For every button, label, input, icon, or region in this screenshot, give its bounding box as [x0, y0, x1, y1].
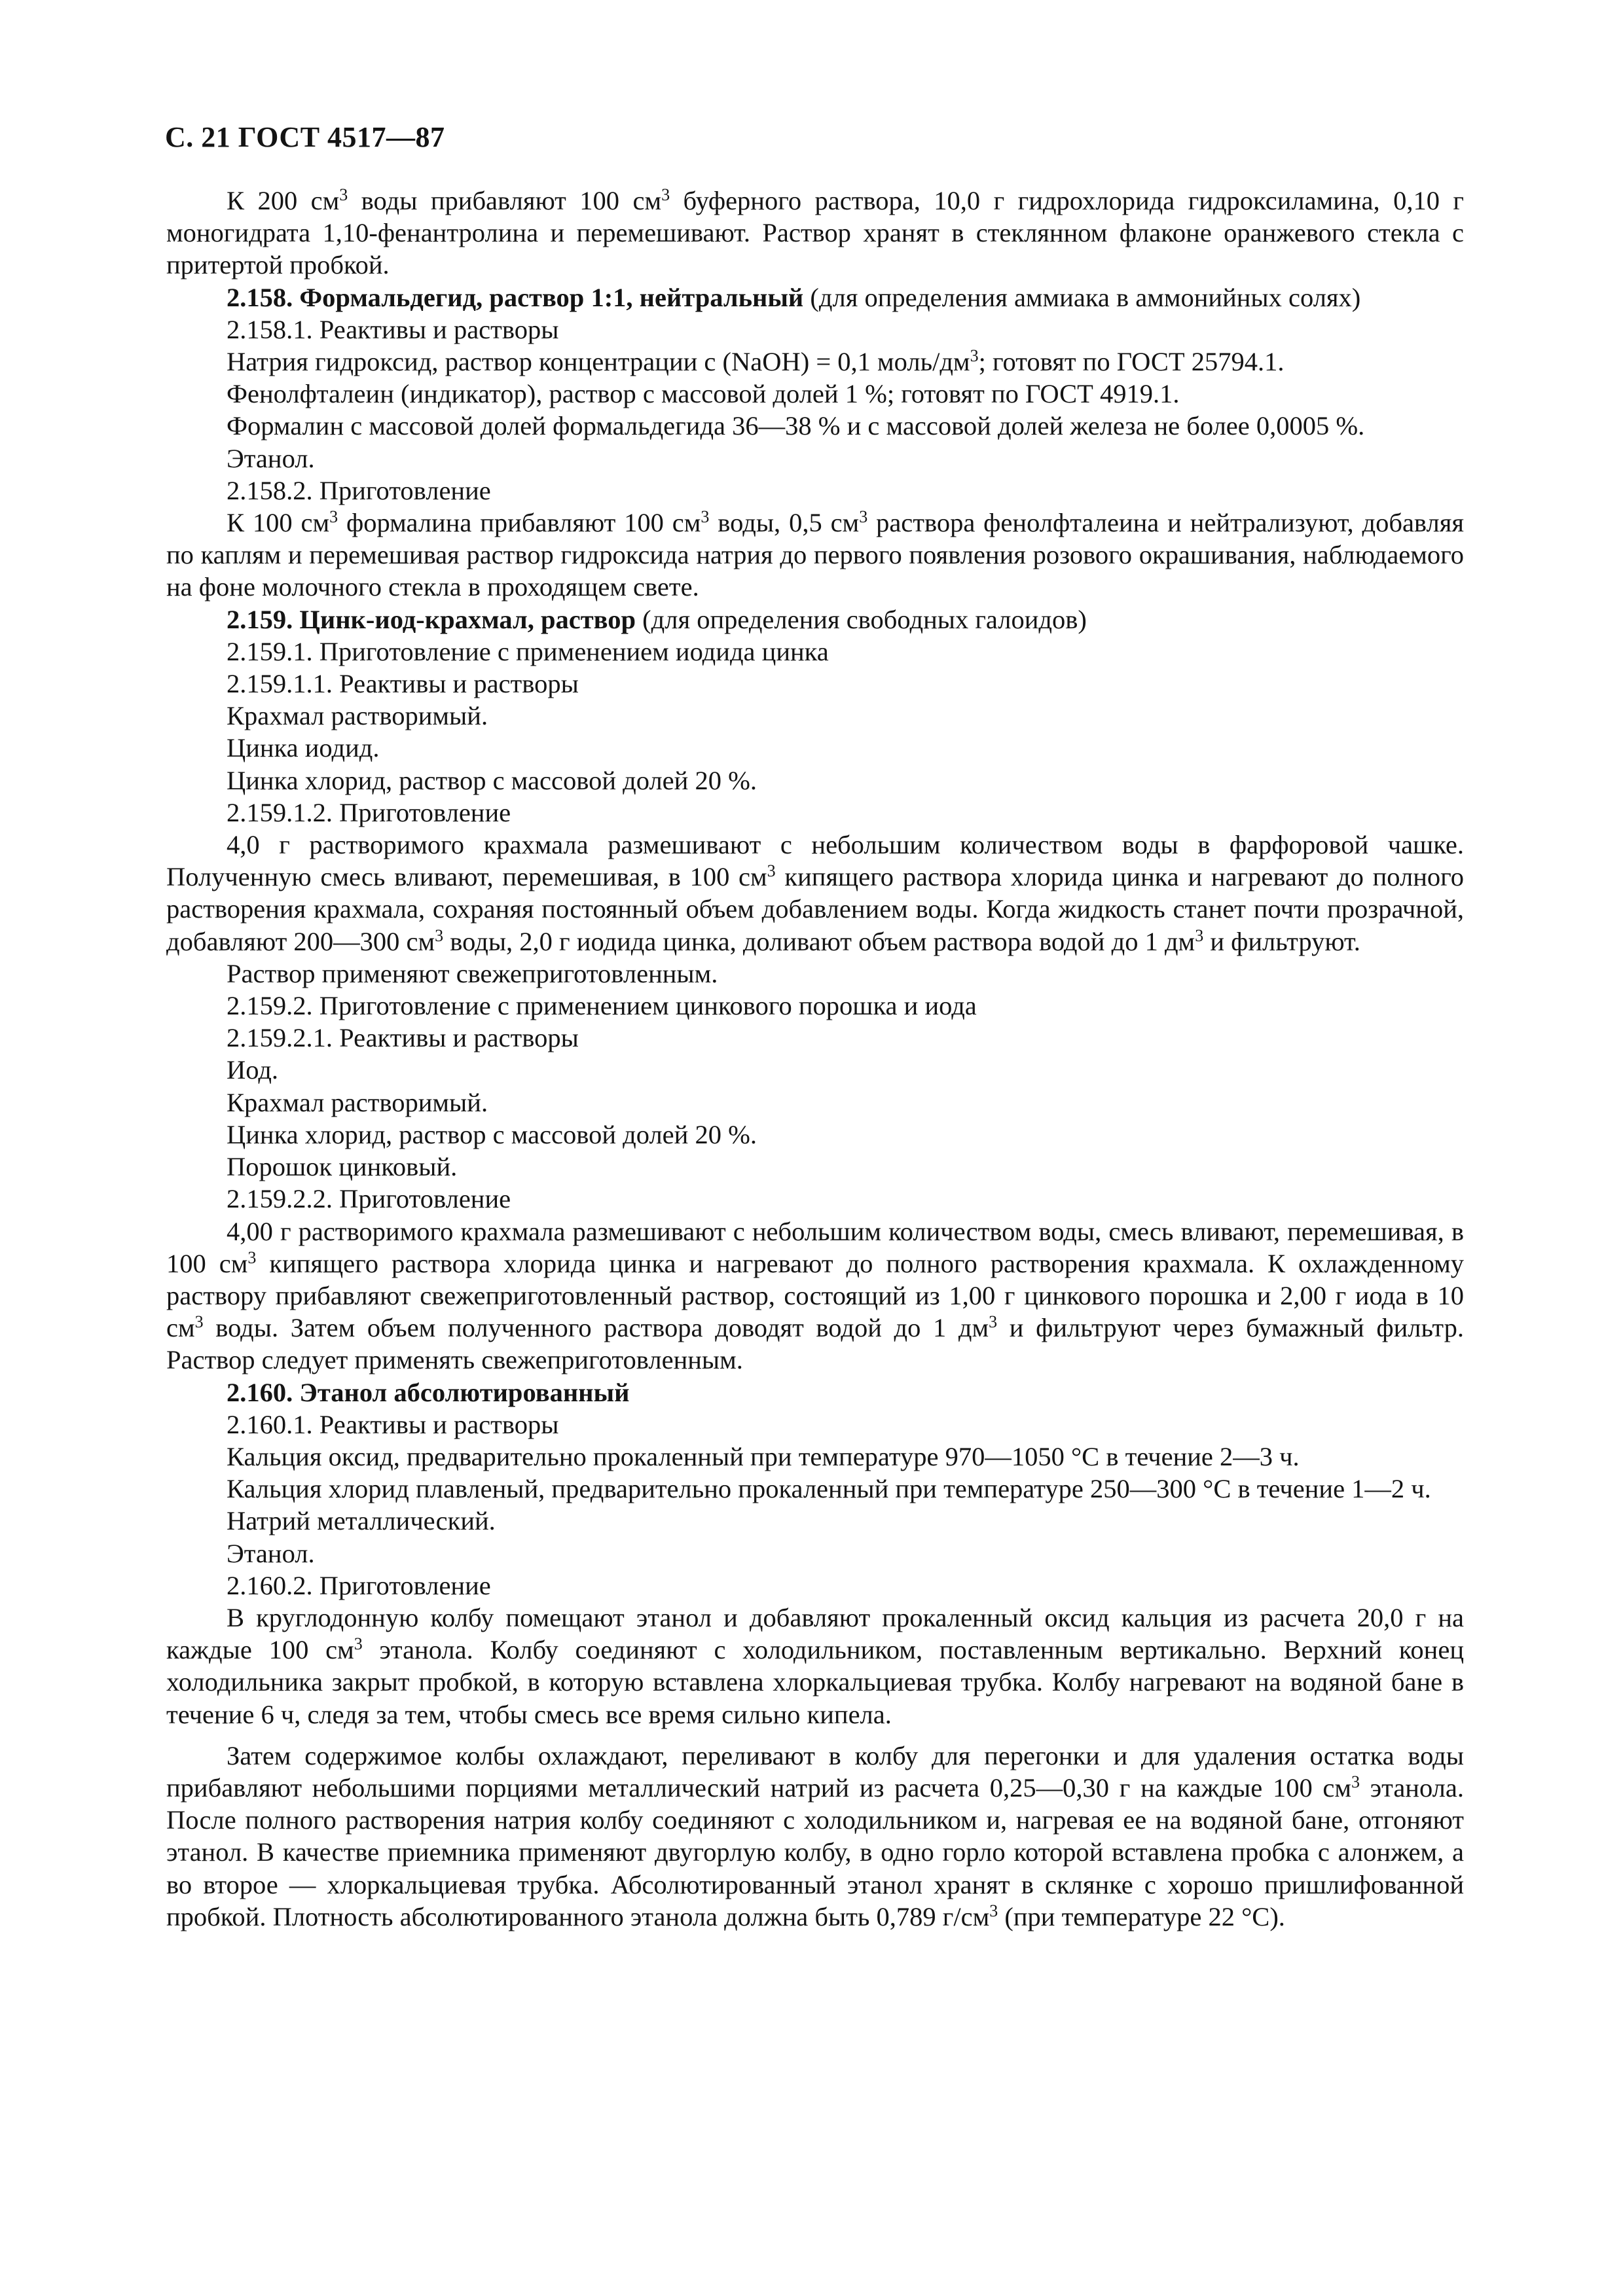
list-item	[166, 1119, 1464, 1151]
paragraph	[166, 829, 1464, 958]
list-item	[166, 1505, 1464, 1537]
section-heading	[166, 603, 1464, 636]
paragraph-text: Этанол.	[227, 1538, 315, 1568]
paragraph-text: Натрий металлический.	[227, 1506, 496, 1536]
paragraph-text: 2.158.2. Приготовление	[227, 475, 491, 505]
paragraph-text: Раствор применяют свежеприготовленным.	[227, 958, 718, 988]
superscript: 3	[767, 861, 776, 881]
paragraph-text: 4,0 г растворимого крахмала размешивают с небольшим количеством воды в фарфоровой чашке. Полученную смесь вливают, перемешивая, в 100 $см^3$ кипящего раствора хлорида цинка и нагревают до полного растворения крахмала, сохраняя постоянный объем добавлением воды. Когда жидкость станет почти прозрачной, добавляют 200—300 $см^3$ воды, 2,0 г иодида цинка, доливают объем раствора водой до 1 $дм^3$ и фильтруют.	[166, 830, 1464, 956]
superscript: 3	[661, 185, 670, 204]
paragraph-text: К 100 $см^3$ формалина прибавляют 100 $см^3$ воды, 0,5 $см^3$ раствора фенолфталеина и нейтрализуют, добавляя по каплям и перемешивая раствор гидроксида натрия до первого появления розового окрашивания, наблюдаемого на фоне молочного стекла в проходящем свете.	[166, 507, 1464, 602]
subsection-title	[166, 1022, 1464, 1054]
paragraph-text: 2.158.1. Реактивы и растворы	[227, 314, 559, 344]
subsection-title	[166, 1570, 1464, 1602]
subsection-title	[166, 314, 1464, 346]
paragraph-text: Кальция хлорид плавленый, предварительно прокаленный при температуре 250—300 °С в течение 1—2 ч.	[227, 1474, 1431, 1504]
paragraph-text: Крахмал растворимый.	[227, 1087, 488, 1117]
superscript: 3	[701, 507, 710, 527]
heading-bold: 2.160. Этанол абсолютированный	[227, 1377, 630, 1407]
paragraph-text: Цинка хлорид, раствор с массовой долей 20 %.	[227, 1119, 757, 1149]
paragraph-text: 2.159.1.1. Реактивы и растворы	[227, 669, 579, 699]
paragraph-text: Цинка хлорид, раствор с массовой долей 20 %.	[227, 765, 757, 795]
superscript: 3	[989, 1901, 998, 1920]
paragraph-text: 2.159.1. Приготовление с применением иодида цинка	[227, 636, 829, 666]
superscript: 3	[329, 507, 338, 527]
section-heading	[166, 1376, 1464, 1408]
list-item	[166, 700, 1464, 732]
superscript: 3	[970, 346, 979, 366]
superscript: 3	[354, 1634, 363, 1654]
paragraph-text: Порошок цинковый.	[227, 1152, 458, 1182]
list-item	[166, 732, 1464, 764]
paragraph	[166, 1215, 1464, 1376]
superscript: 3	[247, 1247, 257, 1267]
heading-bold: 2.159. Цинк-иод-крахмал, раствор	[227, 604, 636, 634]
paragraph-text: Формалин с массовой долей формальдегида 36—38 % и с массовой долей железа не более 0,0005 %.	[227, 411, 1365, 441]
paragraph-text: 2.159.2.1. Реактивы и растворы	[227, 1023, 579, 1053]
paragraph-text: К 200 $см^3$ воды прибавляют 100 $см^3$ буферного раствора, 10,0 г гидрохлорида гидроксиламина, 0,10 г моногидрата 1,10-фенантролина и перемешивают. Раствор хранят в стеклянном флаконе оранжевого стекла с притертой пробкой.	[166, 185, 1464, 280]
list-item	[166, 1441, 1464, 1473]
paragraph-text: 2.159.1.2. Приготовление	[227, 797, 511, 827]
subsection-title	[166, 636, 1464, 668]
list-item	[166, 1473, 1464, 1505]
superscript: 3	[339, 185, 348, 204]
paragraph	[166, 1740, 1464, 1933]
subsection-title	[166, 475, 1464, 507]
superscript: 3	[1195, 925, 1204, 945]
section-heading	[166, 281, 1464, 314]
paragraph-text: Цинка иодид.	[227, 733, 380, 763]
subsection-title	[166, 1183, 1464, 1215]
document-body	[166, 185, 1464, 1933]
paragraph-text: Иод.	[227, 1055, 279, 1085]
paragraph-text: 2.159.2. Приготовление с применением цинкового порошка и иода	[227, 991, 977, 1021]
subsection-title	[166, 797, 1464, 829]
paragraph-text: 2.159.2.2. Приготовление	[227, 1184, 511, 1214]
paragraph	[166, 1602, 1464, 1731]
paragraph	[166, 958, 1464, 990]
paragraph	[166, 507, 1464, 603]
paragraph-text: 2.160.1. Реактивы и растворы	[227, 1409, 559, 1439]
paragraph-text: В круглодонную колбу помещают этанол и добавляют прокаленный оксид кальция из расчета 20,0 г на каждые 100 $см^3$ этанола. Колбу соединяют с холодильником, поставленным вертикально. Верхний конец холодильника закрыт пробкой, в которую вставлена хлоркальциевая трубка. Колбу нагревают на водяной бане в течение 6 ч, следя за тем, чтобы смесь все время сильно кипела.	[166, 1602, 1465, 1729]
superscript: 3	[435, 925, 444, 945]
list-item	[166, 378, 1464, 410]
superscript: 3	[194, 1312, 204, 1332]
paragraph-text: 4,00 г растворимого крахмала размешивают с небольшим количеством воды, смесь вливают, перемешивая, в 100 $см^3$ кипящего раствора хлорида цинка и нагревают до полного растворения крахмала. К охлажденному раствору прибавляют свежеприготовленный раствор, состоящий из 1,00 г цинкового порошка и 2,00 г иода в 10 $см^3$ воды. Затем объем полученного раствора доводят водой до 1 $дм^3$ и фильтруют через бумажный фильтр. Раствор следует применять свежеприготовленным.	[166, 1216, 1464, 1375]
heading-note: (для определения свободных галоидов)	[636, 604, 1087, 634]
running-header: С. 21 ГОСТ 4517—87	[165, 121, 445, 153]
list-item	[166, 1537, 1464, 1570]
subsection-title	[166, 668, 1464, 700]
paragraph	[166, 185, 1464, 281]
paragraph-text: 2.160.2. Приготовление	[227, 1570, 491, 1600]
list-item	[166, 410, 1464, 442]
paragraph-text: Натрия гидроксид, раствор концентрации c (NaOH) = 0,1 моль/$дм^3$; готовят по ГОСТ 25794.1.	[227, 346, 1285, 377]
subsection-title	[166, 1408, 1464, 1441]
superscript: 3	[859, 507, 868, 527]
superscript: 3	[989, 1312, 998, 1332]
list-item	[166, 346, 1464, 378]
heading-bold: 2.158. Формальдегид, раствор 1:1, нейтральный	[227, 282, 804, 312]
list-item	[166, 764, 1464, 797]
list-item	[166, 1086, 1464, 1119]
list-item	[166, 1054, 1464, 1086]
paragraph-text: Затем содержимое колбы охлаждают, переливают в колбу для перегонки и для удаления остатка воды прибавляют небольшими порциями металлический натрий из расчета 0,25—0,30 г на каждые 100 $см^3$ этанола. После полного растворения натрия колбу соединяют с холодильником и, нагревая ее на водяной бане, отгоняют этанол. В качестве приемника применяют двугорлую колбу, в одно горло которой вставлена пробка с алонжем, а во второе — хлоркальциевая трубка. Абсолютированный этанол хранят в склянке с хорошо пришлифованной пробкой. Плотность абсолютированного этанола должна быть 0,789 $г/см^3$ (при температуре 22 °С).	[166, 1740, 1464, 1931]
heading-note: (для определения аммиака в аммонийных солях)	[803, 282, 1361, 312]
paragraph-text: Крахмал растворимый.	[227, 701, 488, 731]
paragraph-text: Этанол.	[227, 443, 315, 473]
paragraph-text: Кальция оксид, предварительно прокаленный при температуре 970—1050 °С в течение 2—3 ч.	[227, 1441, 1300, 1471]
superscript: 3	[1351, 1772, 1360, 1791]
list-item	[166, 1151, 1464, 1183]
list-item	[166, 442, 1464, 475]
paragraph-text: Фенолфталеин (индикатор), раствор с массовой долей 1 %; готовят по ГОСТ 4919.1.	[227, 379, 1180, 409]
subsection-title	[166, 990, 1464, 1022]
